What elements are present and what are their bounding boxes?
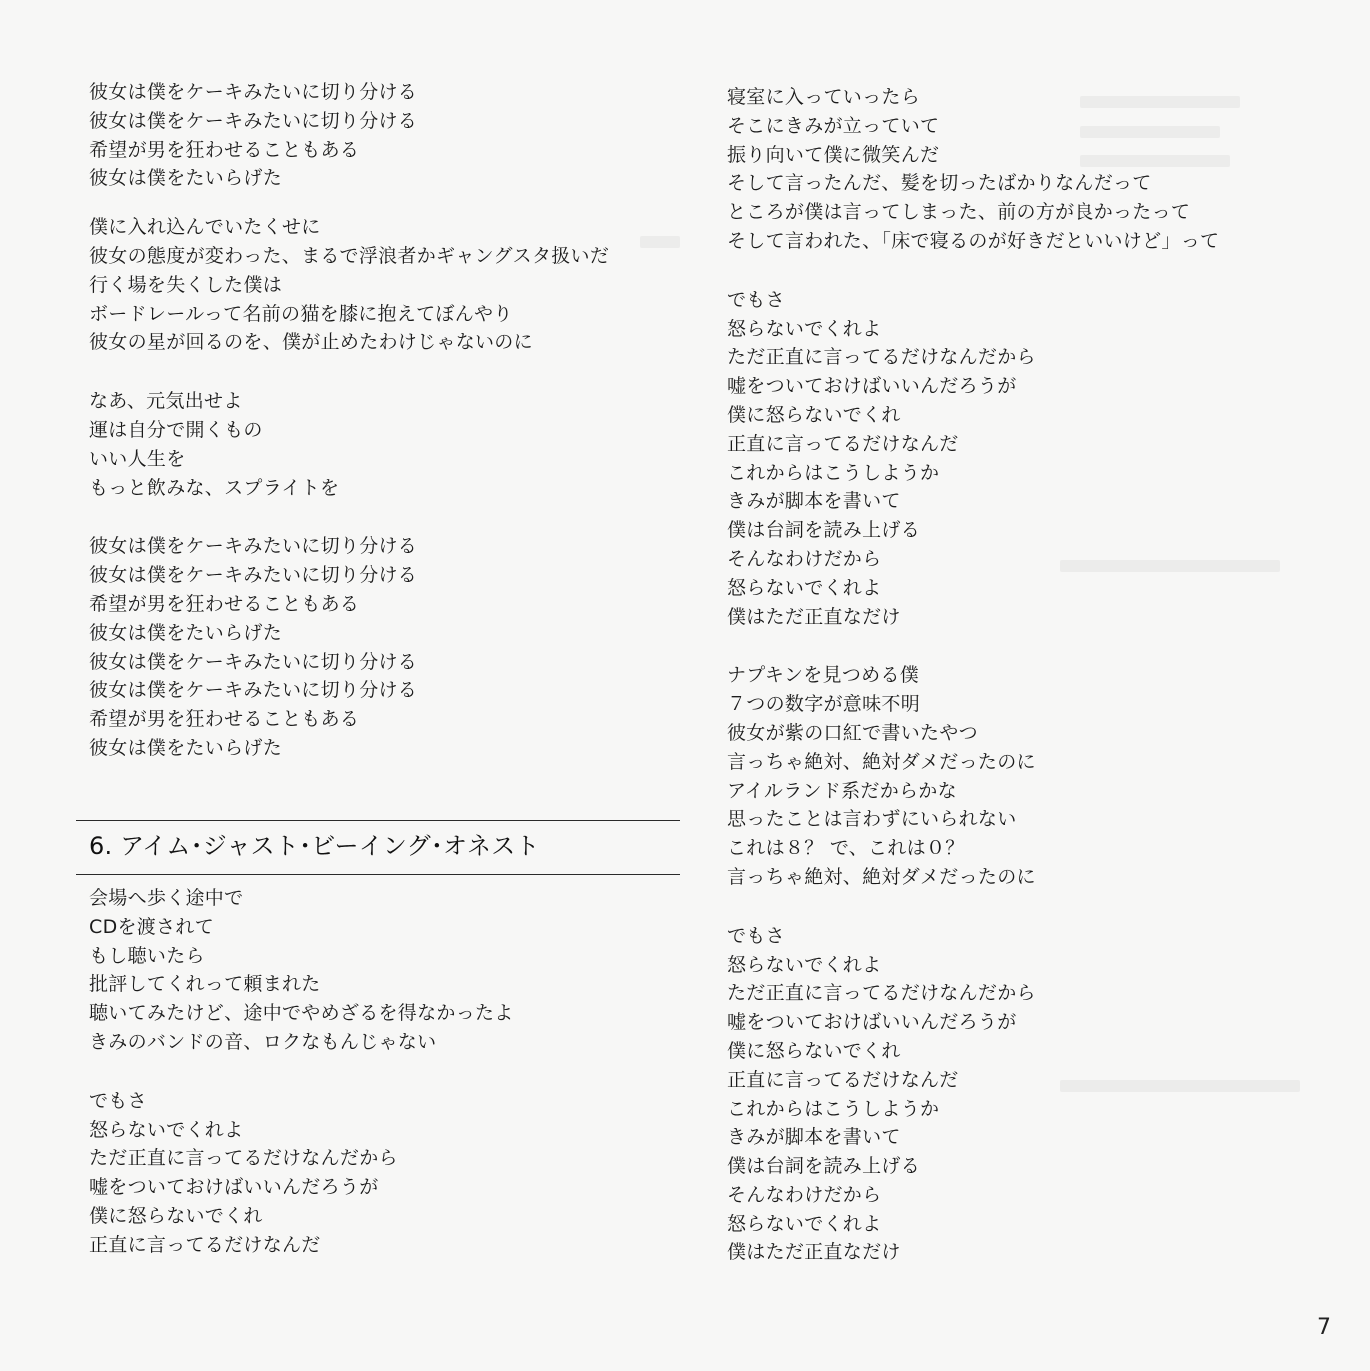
lyric-line: 嘘をついておけばいいんだろうが — [89, 1176, 379, 1199]
right-column — [727, 83, 1327, 1267]
lyric-line: 怒らないでくれよ — [89, 1118, 244, 1141]
lyric-line: もし聴いたら — [89, 944, 205, 967]
stanza — [727, 286, 1327, 632]
lyric-line: ７つの数字が意味不明 — [727, 693, 921, 716]
lyric-line: いい人生を — [89, 447, 186, 470]
section-rule-bottom — [76, 874, 680, 875]
lyric-line: 怒らないでくれよ — [727, 317, 882, 340]
lyric-line: 怒らないでくれよ — [727, 576, 882, 599]
stanza — [89, 884, 679, 1057]
lyric-line: 運は自分で開くもの — [89, 418, 263, 441]
lyric-line: これからはこうしようか — [727, 461, 940, 484]
lyric-line: 僕はただ正直なだけ — [727, 605, 901, 628]
stanza — [727, 661, 1327, 891]
lyric-line: ナプキンを見つめる僕 — [727, 664, 920, 687]
lyric-line: 彼女の態度が変わった、まるで浮浪者かギャングスタ扱いだ — [89, 244, 610, 267]
lyric-line: 彼女は僕をケーキみたいに切り分ける — [89, 564, 418, 587]
lyric-line: 寝室に入っていったら — [727, 86, 921, 108]
lyric-line: きみが脚本を書いて — [727, 490, 901, 513]
stanza — [89, 387, 679, 502]
left-column-top — [89, 78, 679, 763]
lyric-line: 僕に怒らないでくれ — [727, 403, 901, 426]
lyric-line: 行く場を失くした僕は — [89, 273, 283, 296]
lyric-line: ボードレールって名前の猫を膝に抱えてぼんやり — [89, 302, 513, 325]
lyric-line: でもさ — [89, 1089, 147, 1112]
lyric-line: これは８？ で、これは０？ — [727, 837, 965, 860]
lyric-line: きみのバンドの音、ロクなもんじゃない — [89, 1030, 437, 1053]
lyric-line: 聴いてみたけど、途中でやめざるを得なかったよ — [89, 1002, 514, 1025]
lyric-line: 彼女が紫の口紅で書いたやつ — [727, 721, 978, 744]
lyric-line: そこにきみが立っていて — [727, 114, 940, 137]
lyric-line: 彼女は僕をケーキみたいに切り分ける — [89, 679, 418, 702]
page-number: 7 — [1317, 1315, 1331, 1340]
lyric-line: 僕に入れ込んでいたくせに — [89, 216, 321, 239]
stanza — [727, 83, 1327, 256]
lyric-line: 正直に言ってるだけなんだ — [89, 1233, 321, 1256]
section-title: 6. アイム･ジャスト･ビーイング･オネスト — [89, 832, 540, 860]
lyric-line: これからはこうしようか — [727, 1097, 940, 1120]
lyric-line: ただ正直に言ってるだけなんだから — [727, 346, 1036, 369]
lyric-line: 僕は台詞を読み上げる — [727, 1155, 921, 1178]
lyric-line: 思ったことは言わずにいられない — [727, 808, 1017, 831]
stanza — [89, 213, 679, 357]
lyric-line: 彼女は僕をたいらげた — [89, 167, 283, 190]
stanza — [89, 1087, 679, 1260]
lyric-line: 僕に怒らないでくれ — [727, 1039, 901, 1062]
lyric-line: 彼女は僕をケーキみたいに切り分ける — [89, 650, 418, 673]
left-column-bottom — [89, 884, 679, 1260]
lyric-line: 振り向いて僕に微笑んだ — [727, 143, 940, 166]
lyric-line: 彼女の星が回るのを、僕が止めたわけじゃないのに — [89, 331, 533, 354]
lyric-line: なあ、元気出せよ — [89, 390, 243, 413]
lyric-line: 僕はただ正直なだけ — [727, 1241, 901, 1264]
lyric-line: もっと飲みな、スプライトを — [89, 476, 340, 499]
lyric-line: 彼女は僕をケーキみたいに切り分ける — [89, 81, 418, 103]
lyric-line: 怒らないでくれよ — [727, 953, 882, 976]
lyric-line: ただ正直に言ってるだけなんだから — [89, 1147, 398, 1170]
lyric-line: きみが脚本を書いて — [727, 1126, 901, 1149]
lyric-line: ただ正直に言ってるだけなんだから — [727, 982, 1036, 1005]
lyric-line: 言っちゃ絶対、絶対ダメだったのに — [727, 865, 1036, 888]
lyric-line: 彼女は僕をたいらげた — [89, 621, 283, 644]
lyric-line: 言っちゃ絶対、絶対ダメだったのに — [727, 750, 1036, 773]
lyric-line: そんなわけだから — [727, 547, 882, 570]
lyric-line: 会場へ歩く途中で — [89, 887, 244, 909]
lyric-line: 彼女は僕をたいらげた — [89, 736, 283, 759]
lyric-line: 怒らないでくれよ — [727, 1212, 882, 1235]
stanza — [89, 532, 679, 762]
lyric-line: 正直に言ってるだけなんだ — [727, 1068, 959, 1091]
stanza — [727, 922, 1327, 1268]
lyric-line: そんなわけだから — [727, 1183, 882, 1206]
lyric-line: 僕は台詞を読み上げる — [727, 519, 921, 542]
lyric-line: CDを渡されて — [89, 915, 214, 938]
lyric-line: 希望が男を狂わせることもある — [89, 138, 360, 161]
lyric-line: 希望が男を狂わせることもある — [89, 592, 360, 615]
lyric-line: 嘘をついておけばいいんだろうが — [727, 375, 1017, 398]
lyric-line: 批評してくれって頼まれた — [89, 973, 321, 996]
lyric-line: そして言われた、「床で寝るのが好きだといいけど」って — [727, 229, 1220, 252]
lyric-line: 彼女は僕をケーキみたいに切り分ける — [89, 535, 418, 558]
lyric-line: でもさ — [727, 924, 785, 947]
lyric-line: ところが僕は言ってしまった、前の方が良かったって — [727, 201, 1191, 224]
section-rule-top — [76, 820, 680, 821]
stanza — [89, 78, 679, 193]
lyric-line: 彼女は僕をケーキみたいに切り分ける — [89, 109, 418, 132]
lyric-line: 嘘をついておけばいいんだろうが — [727, 1011, 1017, 1034]
lyric-line: 正直に言ってるだけなんだ — [727, 432, 959, 455]
lyric-line: でもさ — [727, 288, 785, 311]
lyric-line: 僕に怒らないでくれ — [89, 1204, 263, 1227]
lyric-line: 希望が男を狂わせることもある — [89, 708, 360, 731]
lyric-line: そして言ったんだ、髪を切ったばかりなんだって — [727, 172, 1152, 195]
lyric-line: アイルランド系だからかな — [727, 779, 957, 802]
